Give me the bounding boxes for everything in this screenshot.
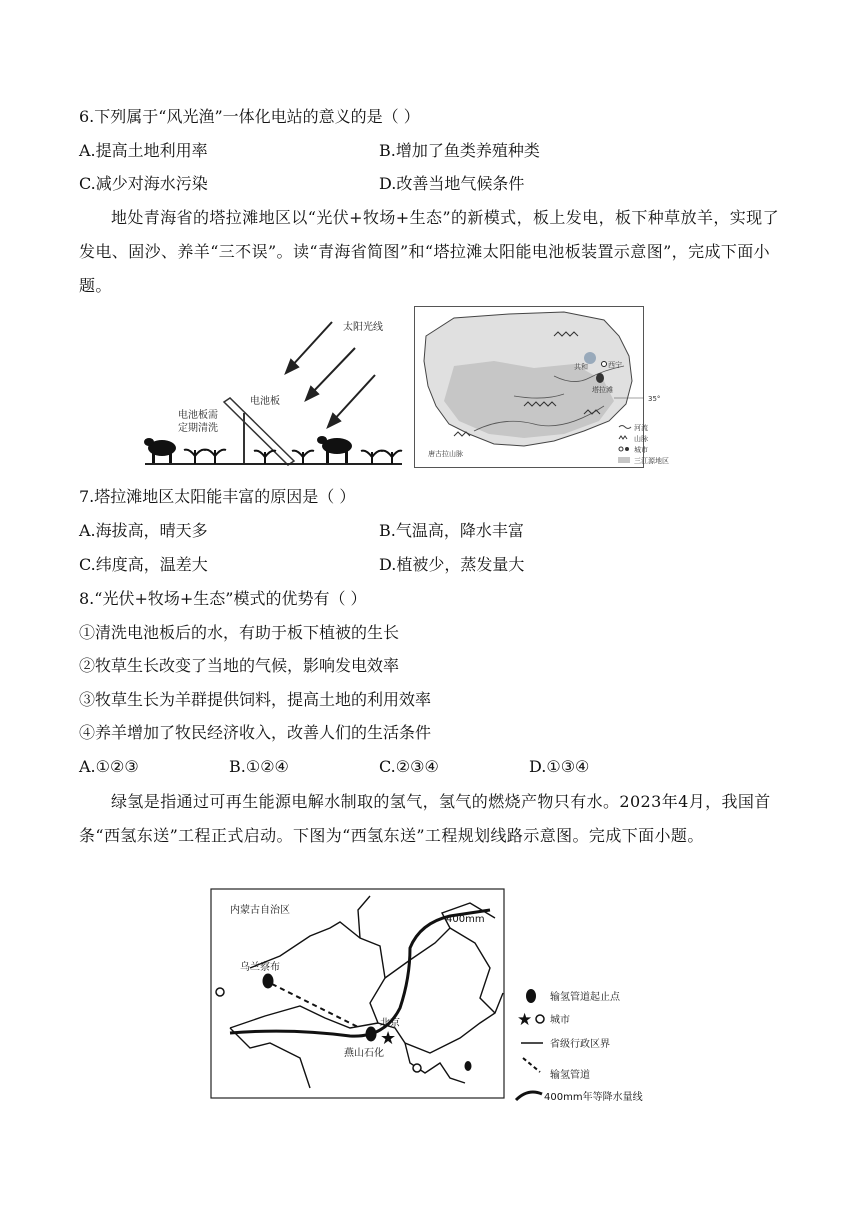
sheep-right-icon: [317, 436, 352, 463]
q7-option-b: B.气温高，降水丰富: [379, 521, 524, 540]
panel-label: 电池板: [250, 396, 280, 407]
q7-option-d: D.植被少，蒸发量大: [379, 555, 525, 574]
talatan-marker-icon: [596, 373, 604, 383]
q8-option-c: C.②③④: [379, 757, 439, 776]
sunlight-arrows: [286, 322, 375, 427]
gonghe-label: 共和: [574, 363, 588, 371]
q6-option-c: C.减少对海水污染: [79, 174, 208, 193]
ulanqab-endpoint-icon: [263, 974, 274, 989]
legend-mountain: 山脉: [634, 435, 648, 443]
legend-river: 河流: [634, 424, 648, 432]
q6-option-d: D.改善当地气候条件: [379, 174, 525, 193]
xining-city-icon: [602, 362, 607, 367]
q6-stem: 6.下列属于“风光渔”一体化电站的意义的是（ ）: [79, 107, 420, 126]
q8-statement-1: ①清洗电池板后的水，有助于板下植被的生长: [79, 623, 400, 642]
legend-sanjiangyuan: 三江源地区: [634, 457, 669, 465]
q8-statement-3: ③牧草生长为羊群提供饲料，提高土地的利用效率: [79, 690, 432, 709]
legend-isohyet: 400mm年等降水量线: [544, 1092, 643, 1103]
yanshan-label: 燕山石化: [344, 1048, 384, 1059]
q8-option-d: D.①③④: [529, 757, 590, 776]
pipeline-legend: [516, 989, 643, 1103]
xining-label: 西宁: [608, 361, 622, 369]
endpoint-icon: [465, 1061, 472, 1071]
inner-mongolia-label: 内蒙古自治区: [230, 905, 290, 916]
svg-text:★: ★: [517, 1010, 533, 1030]
legend-city: 城市: [550, 1015, 570, 1026]
q7-option-a: A.海拔高，晴天多: [79, 521, 208, 540]
legend-pipeline: 输氢管道: [550, 1070, 590, 1081]
solar-panel: [224, 398, 294, 465]
ulanqab-label: 乌兰察布: [240, 962, 280, 973]
q8-option-b: B.①②④: [229, 757, 289, 776]
passage-green-hydrogen: 绿氢是指通过可再生能源电解水制取的氢气，氢气的燃烧产物只有水。2023年4月，我国首条“西氢东送”工程正式启动。下图为“西氢东送”工程规划线路示意图。完成下面小题。: [79, 792, 771, 845]
city-icon: [216, 988, 224, 996]
passage-talatan: 地处青海省的塔拉滩地区以“光伏+牧场+生态”的新模式，板上发电，板下种草放羊，实现了发电、固沙、养羊“三不误”。读“青海省简图”和“塔拉滩太阳能电池板装置示意图”，完成下面小题。: [79, 208, 779, 295]
q8-stem: 8.“光伏+牧场+生态”模式的优势有（ ）: [79, 589, 367, 608]
qinghai-map: [414, 306, 676, 468]
beijing-label: 北京: [380, 1018, 400, 1029]
hydrogen-pipeline-map: [210, 888, 660, 1108]
tanggula-label: 唐古拉山脉: [428, 450, 463, 458]
legend-boundary: 省级行政区界: [550, 1039, 610, 1050]
beijing-star-icon: ★: [380, 1028, 397, 1049]
q6-option-a: A.提高土地利用率: [79, 141, 208, 160]
q8-statement-2: ②牧草生长改变了当地的气候，影响发电效率: [79, 656, 400, 675]
city-icon: [413, 1064, 421, 1072]
clean-note-line2: 定期清洗: [178, 423, 218, 434]
latitude-label: 35°: [648, 395, 661, 403]
sunlight-label: 太阳光线: [343, 322, 383, 333]
yanshan-endpoint-icon: [366, 1027, 377, 1042]
q7-stem: 7.塔拉滩地区太阳能丰富的原因是（ ）: [79, 487, 356, 506]
clean-note-line1: 电池板需: [178, 410, 218, 421]
talatan-label: 塔拉滩: [592, 386, 613, 394]
solar-panel-diagram: [140, 310, 405, 470]
legend-endpoint: 输氢管道起止点: [550, 992, 620, 1003]
q6-option-b: B.增加了鱼类养殖种类: [379, 141, 540, 160]
isohyet-400mm-label: 400mm: [446, 914, 485, 925]
legend-city: 城市: [634, 446, 648, 454]
q8-option-a: A.①②③: [79, 757, 139, 776]
q8-statement-4: ④养羊增加了牧民经济收入，改善人们的生活条件: [79, 723, 432, 742]
q7-option-c: C.纬度高，温差大: [79, 555, 208, 574]
sheep-left-icon: [144, 438, 176, 463]
